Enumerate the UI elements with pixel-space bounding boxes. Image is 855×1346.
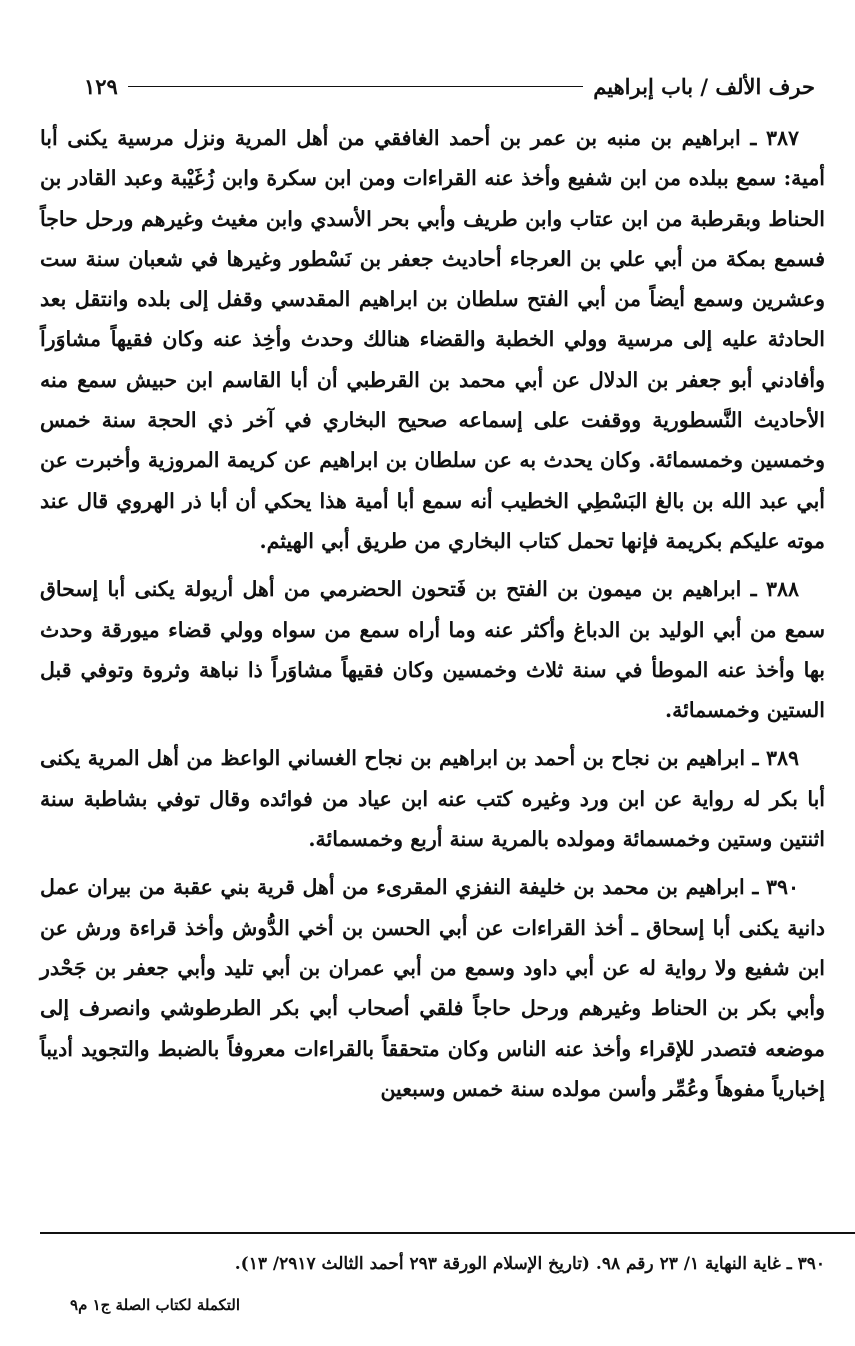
main-text bbox=[40, 118, 825, 1117]
page-number: ١٢٩ bbox=[84, 73, 118, 99]
footnote: ٣٩٠ ـ غاية النهاية ١/ ٢٣ رقم ٩٨. (تاريخ الإسلام الورقة ٢٩٣ أحمد الثالث ٢٩١٧/ ١٣). bbox=[234, 1254, 825, 1274]
entry-text: ابراهيم بن نجاح بن أحمد بن ابراهيم بن نجاح الغساني الواعظ من أهل المرية يكنى أبا بكر له رواية عن ابن ورد وغيره كتب عنه ابن عياد من فوائده وقال توفي بشاطبة سنة اثنتين وستين وخمسمائة ومولده بالمرية سنة أربع وخمسمائة. bbox=[40, 746, 825, 852]
entry-388 bbox=[40, 569, 825, 730]
entry-number: ٣٨٨ ـ bbox=[750, 577, 799, 602]
entry-text: ابراهيم بن محمد بن خليفة النفزي المقرىء من أهل قرية بني عقبة من بيران عمل دانية يكنى أبا إسحاق ـ أخذ القراءات عن أبي الحسن بن أخي الدُّوش وأخذ قراءة ورش عن ابن شفيع ولا رواية له عن أبي داود وسمع من أبي عمران بن أبي تليد وأبي جعفر بن جَحْدر وأبي بكر بن الحناط وغيرهم ورحل حاجاً فلقي أصحاب أبي بكر الطرطوشي وانصرف إلى موضعه فتصدر للإقراء وأخذ عنه الناس وكان متحققاً بالقراءات معروفاً بالضبط والتجويد أديباً إخبارياً مفوهاً وعُمِّر وأسن مولده سنة خمس وسبعين bbox=[40, 875, 825, 1101]
entry-390 bbox=[40, 867, 825, 1109]
running-title: حرف الألف / باب إبراهيم bbox=[593, 73, 815, 99]
page-header bbox=[84, 66, 815, 106]
entry-number: ٣٨٧ ـ bbox=[750, 126, 799, 150]
entry-387 bbox=[40, 118, 825, 561]
footnote-divider bbox=[40, 1232, 855, 1234]
entry-389 bbox=[40, 738, 825, 859]
printer-signature: التكملة لكتاب الصلة ج١ م٩ bbox=[70, 1296, 241, 1314]
entry-text: ابراهيم بن ميمون بن الفتح بن فَتحون الحضرمي من أهل أريولة يكنى أبا إسحاق سمع من أبي الوليد بن الدباغ وأكثر عنه وما أراه سمع من سواه وولي قضاء ميورقة وحدث بها وأخذ عنه الموطأ في سنة ثلاث وخمسين وكان فقيهاً مشاوَراً ذا نباهة وثروة وتوفي قبل الستين وخمسمائة. bbox=[40, 577, 825, 723]
header-rule bbox=[128, 86, 583, 87]
entry-text: ابراهيم بن منبه بن عمر بن أحمد الغافقي من أهل المرية ونزل مرسية يكنى أبا أمية: سمع ببلده من ابن شفيع وأخذ عنه القراءات ومن ابن سكرة وابن زُغَيْبة وعبد القادر بن الحناط وبقرطبة من ابن عتاب وابن طريف وأبي بحر الأسدي وابن مغيث وغيرهم ورحل حاجاً فسمع بمكة من أبي علي بن العرجاء أحاديث جعفر بن نَسْطور وغيرها في شعبان سنة ست وعشرين وسمع أيضاً من أبي الفتح سلطان بن ابراهيم المقدسي وقفل إلى بلده وانتقل بعد الحادثة عليه إلى مرسية وولي الخطبة والقضاء هنالك وحدث وأخِذ عنه وكان فقيهاً مشاوَراً وأفادني أبو جعفر بن الدلال عن أبي محمد بن القرطبي أن أبا القاسم ابن حبيش سمع منه الأحاديث النَّسطورية ووقفت على إسماعه صحيح البخاري في آخر ذي الحجة سنة خمس وخمسين وخمسمائة. وكان يحدث به عن سلطان بن ابراهيم عن كريمة المروزية وأخبرت عن أبي عبد الله بن بالغ البَسْطِي الخطيب أنه سمع أبا أمية هذا يحكي أن أبا ذر الهروي قال عند موته عليكم بكريمة فإنها تحمل كتاب البخاري من طريق أبي الهيثم. bbox=[40, 126, 825, 553]
entry-number: ٣٩٠ ـ bbox=[752, 875, 799, 900]
entry-number: ٣٨٩ ـ bbox=[752, 746, 799, 771]
